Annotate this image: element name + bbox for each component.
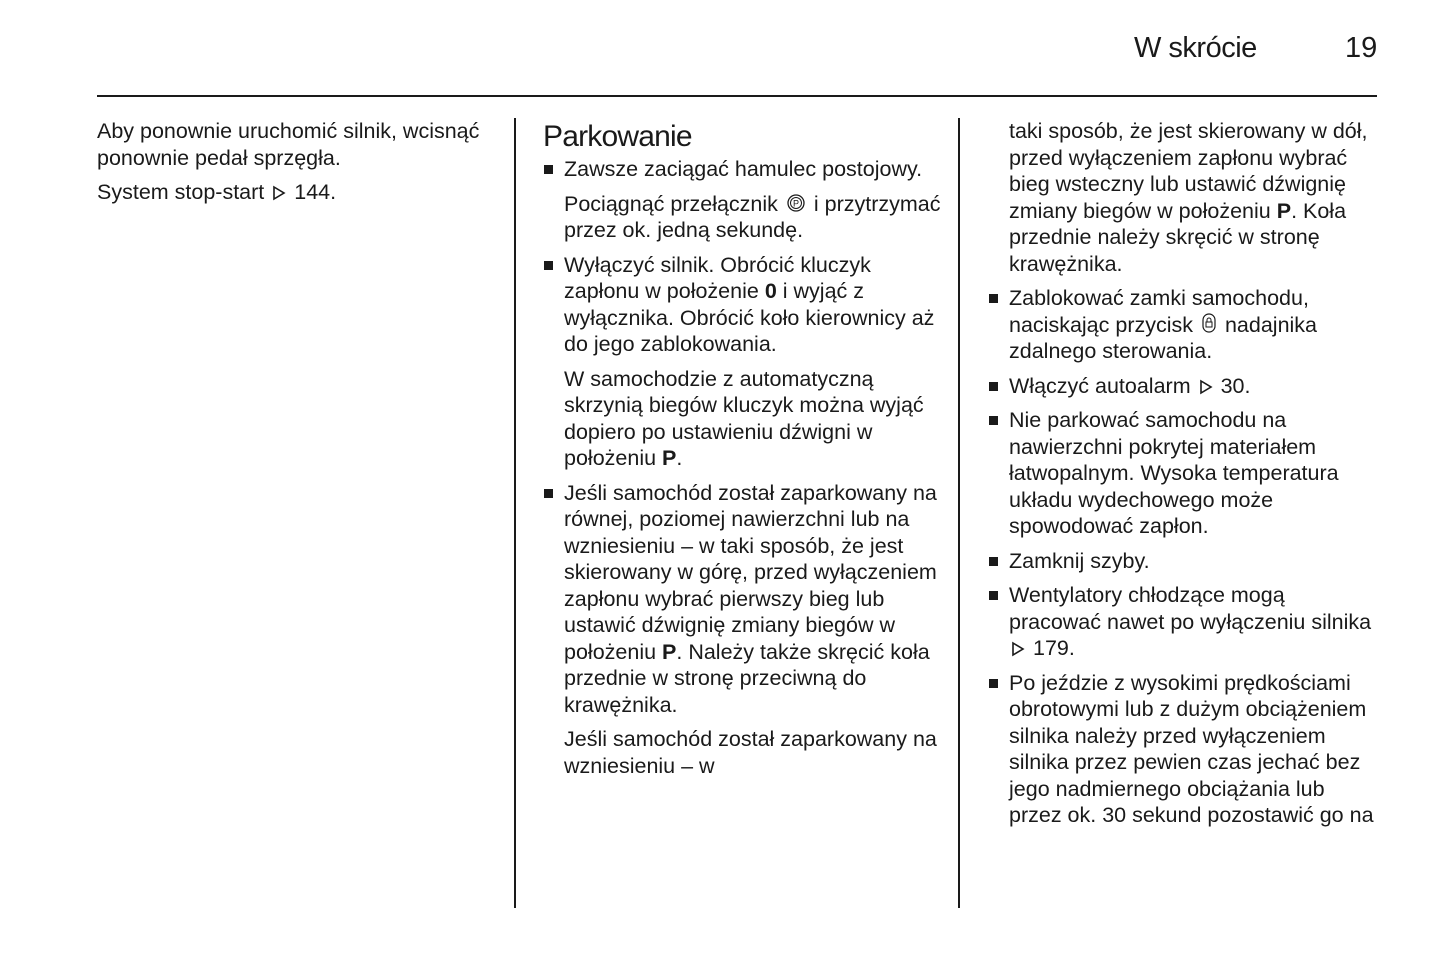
cross-reference[interactable]: System stop-start 144. bbox=[97, 180, 337, 204]
page-number: 19 bbox=[1345, 32, 1378, 64]
list-item: Nie parkować samochodu na nawierzchni pokrytej materiałem łatwopalnym. Wysoka temperatura układu wydechowego może spowodować zapłon. bbox=[988, 407, 1380, 540]
column-divider-1 bbox=[514, 118, 516, 908]
page-reference-icon bbox=[272, 185, 286, 201]
list-item: Zawsze zaciągać hamulec postojowy. bbox=[543, 156, 943, 183]
list-item[interactable]: Włączyć autoalarm 30. bbox=[988, 373, 1380, 400]
column-1 bbox=[97, 118, 497, 214]
column-3 bbox=[988, 118, 1380, 837]
section-title: W skrócie bbox=[1134, 32, 1257, 64]
list-item-note-continued: taki sposób, że jest skierowany w dół, przed wyłączeniem zapłonu wybrać bieg wsteczny lub ustawić dźwignię zmiany biegów w położeniu P. Koła przednie należy skręcić w stronę krawężnika. bbox=[1009, 119, 1368, 276]
parking-heading: Parkowanie bbox=[543, 120, 692, 153]
lock-button-icon bbox=[1201, 312, 1217, 334]
column-2 bbox=[543, 118, 943, 787]
list-item: Jeśli samochód został zaparkowany na równej, poziomej nawierzchni lub na wzniesieniu – w taki sposób, że jest skierowany w górę, przed wyłączeniem zapłonu wybrać pierwszy bieg lub ustawić dźwignię zmiany biegów w położeniu P. Należy także skręcić koła przednie w stronę przeciwną do krawężnika. bbox=[543, 480, 943, 719]
page-reference-icon bbox=[1199, 379, 1213, 395]
page-reference-icon bbox=[1011, 641, 1025, 657]
list-item: Po jeździe z wysokimi prędkościami obrotowymi lub z dużym obciążeniem silnika należy przed wyłączeniem silnika przez pewien czas jechać bez jego nadmiernego obciążania lub przez ok. 30 sekund pozostawić go na bbox=[988, 670, 1380, 829]
list-item-note: Jeśli samochód został zaparkowany na wzniesieniu – w bbox=[564, 727, 937, 778]
paragraph: Aby ponownie uruchomić silnik, wcisnąć ponownie pedał sprzęgła. bbox=[97, 119, 480, 170]
list-item-note: Pociągnąć przełącznik P i przytrzymać przez ok. jedną sekundę. bbox=[564, 191, 941, 242]
list-item: Zamknij szyby. bbox=[988, 548, 1380, 575]
parking-brake-icon bbox=[786, 193, 806, 213]
list-item[interactable]: Wentylatory chłodzące mogą pracować nawet po wyłączeniu silnika 179. bbox=[988, 582, 1380, 662]
list-item: Wyłączyć silnik. Obrócić kluczyk zapłonu w położenie 0 i wyjąć z wyłącznika. Obrócić koło kierownicy aż do jego zablokowania. bbox=[543, 252, 943, 358]
svg-text:P: P bbox=[792, 198, 799, 208]
list-item: Zablokować zamki samochodu, naciskając przycisk nadajnika zdalnego sterowania. bbox=[988, 285, 1380, 365]
header-divider bbox=[97, 95, 1377, 97]
column-divider-2 bbox=[958, 118, 960, 908]
list-item-note: W samochodzie z automatyczną skrzynią biegów kluczyk można wyjąć dopiero po ustawieniu dźwigni w położeniu P. bbox=[564, 366, 924, 470]
